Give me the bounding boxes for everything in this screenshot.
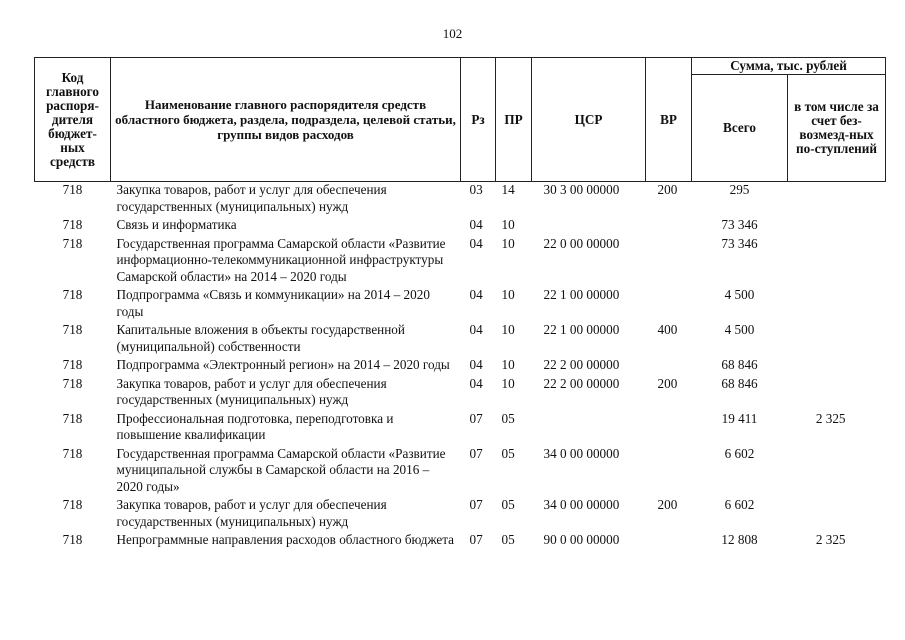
cell-total: 295 [729,182,750,197]
cell-name: Подпрограмма «Электронный регион» на 2014 – 2020 годы [116,357,450,372]
table-row [35,182,886,218]
cell-free [788,497,886,532]
cell-code: 718 [62,375,83,391]
header-csr: ЦСР [532,58,646,182]
cell-total: 68 846 [721,375,758,391]
cell-csr: 90 0 00 00000 [543,532,620,547]
cell-pr: 10 [501,217,515,232]
cell-free [788,287,886,322]
header-free: в том числе за счет без-возмезд-ных по-ступлений [788,75,886,182]
cell-name: Закупка товаров, работ и услуг для обеспечения государственных (муниципальных) нужд [116,375,387,407]
cell-vr [646,357,692,376]
cell-free [788,217,886,236]
cell-pr: 10 [501,322,515,337]
table-row [35,217,886,236]
cell-name: Государственная программа Самарской области «Развитие информационно-телекоммуникационной инфраструктуры Самарской области» на 2014 – 2020 годы [116,235,446,284]
cell-vr [646,217,692,236]
header-vr: ВР [646,58,692,182]
header-total: Всего [692,75,788,182]
cell-total: 12 808 [721,532,758,547]
cell-total: 73 346 [721,235,758,251]
header-sum: Сумма, тыс. рублей [692,58,886,75]
cell-vr: 200 [657,375,678,391]
cell-name: Закупка товаров, работ и услуг для обеспечения государственных (муниципальных) нужд [116,182,387,214]
cell-name: Связь и информатика [116,217,237,232]
cell-free [788,376,886,411]
table-row [35,236,886,288]
cell-name: Закупка товаров, работ и услуг для обеспечения государственных (муниципальных) нужд [116,497,387,529]
cell-csr: 22 0 00 00000 [543,235,620,251]
cell-vr: 200 [657,182,678,197]
budget-table [34,57,886,551]
table-row [35,322,886,357]
cell-total: 68 846 [721,357,758,372]
cell-rz: 04 [469,357,483,372]
cell-vr [646,446,692,498]
cell-code: 718 [62,182,83,197]
cell-code: 718 [62,322,83,337]
cell-pr: 14 [501,182,515,197]
cell-code: 718 [62,445,83,461]
cell-code: 718 [62,357,83,372]
cell-pr: 05 [501,445,515,461]
cell-free [788,357,886,376]
cell-total: 73 346 [721,217,758,232]
cell-csr: 22 1 00 00000 [543,287,620,302]
cell-csr: 22 2 00 00000 [543,375,620,391]
table-row [35,357,886,376]
cell-rz: 04 [469,375,483,391]
cell-pr: 10 [501,287,515,302]
header-code: Код главного распоря-дителя бюджет-ных средств [35,58,111,182]
cell-name: Подпрограмма «Связь и коммуникации» на 2014 – 2020 годы [116,287,430,319]
cell-pr: 10 [501,235,515,251]
cell-pr: 10 [501,357,515,372]
cell-rz: 04 [469,322,483,337]
table-row [35,497,886,532]
cell-free: 2 325 [815,532,846,547]
cell-vr [646,236,692,288]
cell-csr: 34 0 00 00000 [543,497,620,512]
page-number: 102 [442,26,463,41]
cell-code: 718 [62,497,83,512]
cell-free [788,236,886,288]
cell-csr [532,217,646,236]
cell-rz: 07 [469,497,483,512]
cell-vr: 200 [657,497,678,512]
cell-csr: 22 1 00 00000 [543,322,620,337]
cell-csr: 30 3 00 00000 [543,182,620,197]
cell-csr: 22 2 00 00000 [543,357,620,372]
cell-vr [646,411,692,446]
cell-name: Капитальные вложения в объекты государственной (муниципальной) собственности [116,322,405,354]
cell-free [788,446,886,498]
cell-pr: 05 [501,497,515,512]
table-row [35,411,886,446]
cell-code: 718 [62,287,83,302]
cell-total: 6 602 [724,445,755,461]
table-row [35,287,886,322]
cell-vr [646,532,692,551]
cell-vr: 400 [657,322,678,337]
cell-rz: 07 [469,532,483,547]
cell-total: 4 500 [724,287,755,302]
cell-rz: 04 [469,287,483,302]
cell-free: 2 325 [815,410,846,426]
cell-rz: 03 [469,182,483,197]
cell-total: 6 602 [724,497,755,512]
cell-pr: 05 [501,410,515,426]
cell-total: 19 411 [721,410,758,426]
table-header [35,58,886,182]
cell-pr: 10 [501,375,515,391]
header-name: Наименование главного распорядителя средств областного бюджета, раздела, подраздела, целевой статьи, группы видов расходов [111,58,461,182]
cell-rz: 04 [469,217,483,232]
cell-pr: 05 [501,532,515,547]
cell-csr: 34 0 00 00000 [543,445,620,461]
cell-code: 718 [62,410,83,426]
table-row [35,446,886,498]
table-row [35,376,886,411]
header-rz: Рз [461,58,496,182]
cell-rz: 04 [469,235,483,251]
cell-rz: 07 [469,445,483,461]
cell-free [788,182,886,218]
cell-code: 718 [62,217,83,232]
cell-code: 718 [62,532,83,547]
cell-name: Непрограммные направления расходов областного бюджета [116,532,455,547]
header-pr: ПР [496,58,532,182]
cell-free [788,322,886,357]
cell-code: 718 [62,235,83,251]
cell-csr [532,411,646,446]
cell-total: 4 500 [724,322,755,337]
cell-name: Профессиональная подготовка, переподготовка и повышение квалификации [116,410,394,442]
cell-vr [646,287,692,322]
cell-name: Государственная программа Самарской области «Развитие муниципальной службы в Самарской области на 2016 – 2020 годы» [116,445,446,494]
table-row [35,532,886,551]
table-body [35,182,886,551]
cell-rz: 07 [469,410,483,426]
